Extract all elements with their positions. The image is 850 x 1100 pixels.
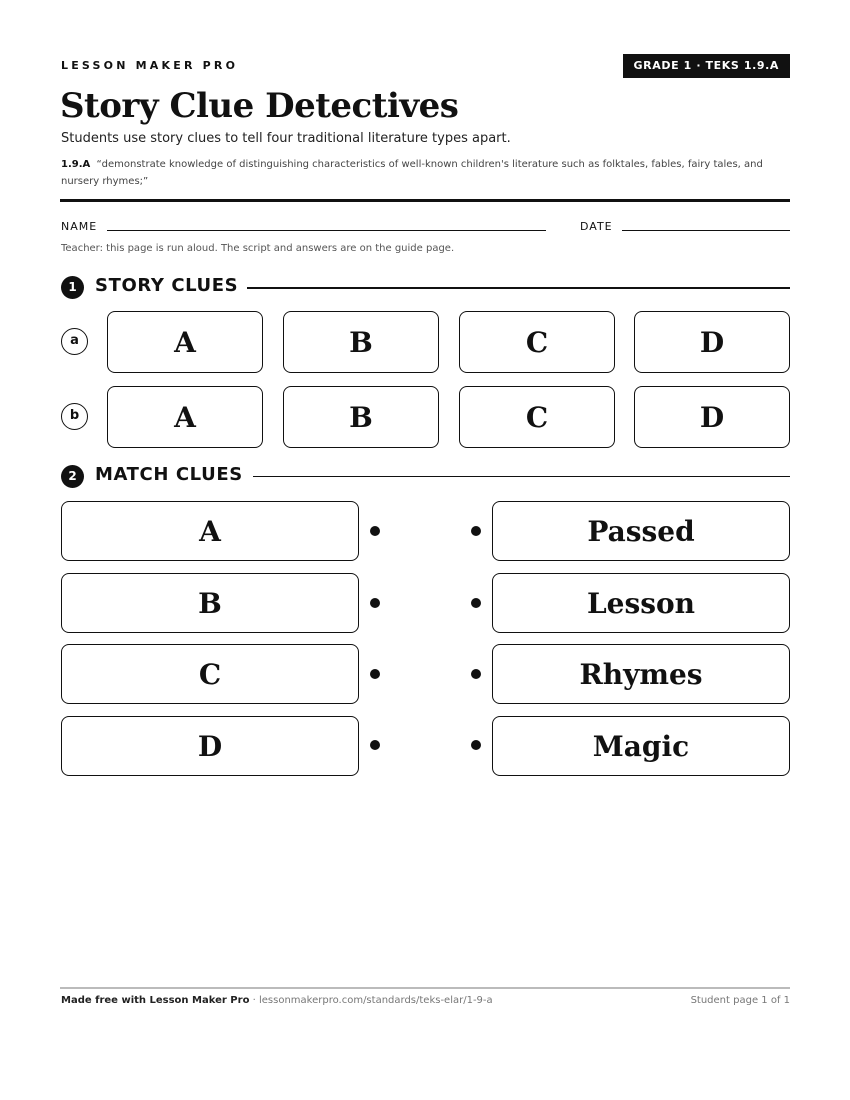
section-1-number: 1 bbox=[61, 276, 84, 299]
match-left-d-dot[interactable] bbox=[370, 740, 380, 750]
row-label-b: b bbox=[61, 403, 88, 430]
footer-page-number: Student page 1 of 1 bbox=[690, 995, 790, 1006]
story-clue-b-option-b[interactable]: B bbox=[283, 386, 439, 448]
match-right-rhymes[interactable]: Rhymes bbox=[492, 644, 790, 704]
match-right-passed-dot[interactable] bbox=[471, 526, 481, 536]
footer-made-with: Made free with Lesson Maker Pro bbox=[61, 995, 250, 1006]
story-clue-a-option-b[interactable]: B bbox=[283, 311, 439, 373]
match-right-lesson[interactable]: Lesson bbox=[492, 573, 790, 633]
footer-credit bbox=[61, 995, 493, 1006]
name-label: NAME bbox=[61, 220, 98, 233]
page-subtitle: Students use story clues to tell four traditional literature types apart. bbox=[61, 131, 511, 146]
story-clue-a-option-a[interactable]: A bbox=[107, 311, 263, 373]
date-field[interactable] bbox=[622, 230, 790, 231]
section-1-title: STORY CLUES bbox=[95, 275, 239, 296]
match-right-passed[interactable]: Passed bbox=[492, 501, 790, 561]
story-clue-a-option-d[interactable]: D bbox=[634, 311, 790, 373]
teacher-note: Teacher: this page is run aloud. The script and answers are on the guide page. bbox=[61, 243, 455, 254]
standard-code: 1.9.A bbox=[61, 159, 91, 170]
match-right-magic-dot[interactable] bbox=[471, 740, 481, 750]
date-label: DATE bbox=[580, 220, 613, 233]
page-title: Story Clue Detectives bbox=[60, 86, 459, 126]
match-left-c-dot[interactable] bbox=[370, 669, 380, 679]
match-right-magic[interactable]: Magic bbox=[492, 716, 790, 776]
story-clue-b-option-a[interactable]: A bbox=[107, 386, 263, 448]
standard-description bbox=[61, 156, 781, 190]
section-1-divider bbox=[247, 287, 790, 289]
match-left-b-dot[interactable] bbox=[370, 598, 380, 608]
match-left-a[interactable]: A bbox=[61, 501, 359, 561]
section-2-title: MATCH CLUES bbox=[95, 464, 243, 485]
match-left-d[interactable]: D bbox=[61, 716, 359, 776]
header-divider bbox=[60, 199, 790, 202]
brand-name: LESSON MAKER PRO bbox=[61, 59, 239, 72]
match-right-lesson-dot[interactable] bbox=[471, 598, 481, 608]
story-clue-b-option-c[interactable]: C bbox=[459, 386, 615, 448]
row-label-a: a bbox=[61, 328, 88, 355]
story-clue-a-option-c[interactable]: C bbox=[459, 311, 615, 373]
footer-divider bbox=[60, 987, 790, 989]
match-right-rhymes-dot[interactable] bbox=[471, 669, 481, 679]
match-left-b[interactable]: B bbox=[61, 573, 359, 633]
footer-url[interactable]: · lessonmakerpro.com/standards/teks-elar/1-9-a bbox=[249, 995, 493, 1006]
section-2-number: 2 bbox=[61, 465, 84, 488]
standard-text: “demonstrate knowledge of distinguishing characteristics of well-known children's literature such as folktales, fables, fairy tales, and nursery rhymes;” bbox=[61, 159, 763, 187]
story-clue-b-option-d[interactable]: D bbox=[634, 386, 790, 448]
match-left-c[interactable]: C bbox=[61, 644, 359, 704]
section-2-divider bbox=[253, 476, 790, 477]
name-field[interactable] bbox=[107, 230, 546, 231]
grade-badge: GRADE 1 · TEKS 1.9.A bbox=[623, 54, 790, 78]
match-left-a-dot[interactable] bbox=[370, 526, 380, 536]
